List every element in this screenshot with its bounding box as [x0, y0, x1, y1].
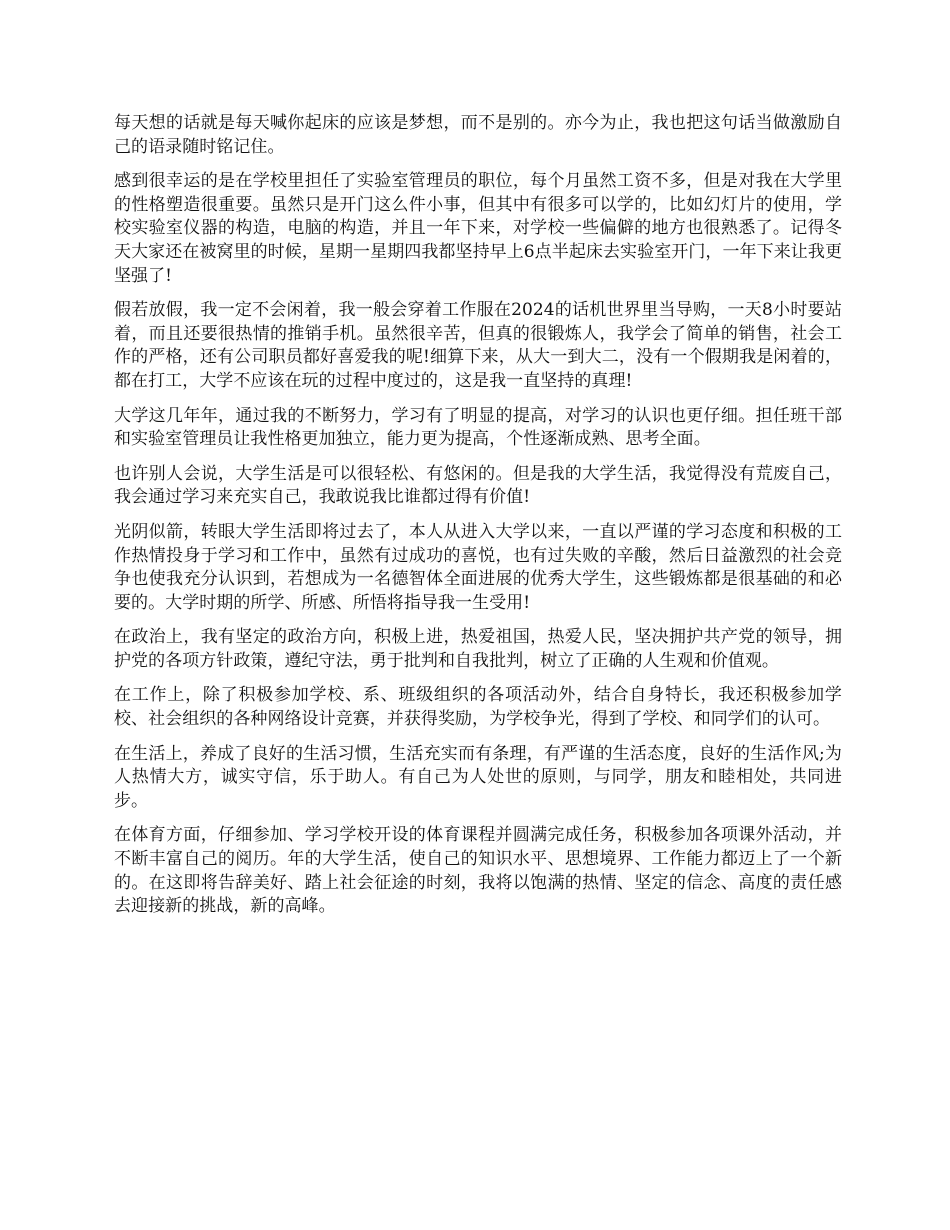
document-body: [114, 112, 842, 930]
paragraph-3: 假若放假，我一定不会闲着，我一般会穿着工作服在2024的话机世界里当导购，一天8小时要站着，而且还要很热情的推销手机。虽然很辛苦，但真的很锻炼人，我学会了简单的销售，社会工作的严格，还有公司职员都好喜爱我的呢!细算下来，从大一到大二，没有一个假期我是闲着的，都在打工，大学不应该在玩的过程中度过的，这是我一直坚持的真理!: [114, 300, 842, 391]
paragraph-4: 大学这几年年，通过我的不断努力，学习有了明显的提高，对学习的认识也更仔细。担任班干部和实验室管理员让我性格更加独立，能力更为提高，个性逐渐成熟、思考全面。: [114, 405, 842, 450]
paragraph-1: 每天想的话就是每天喊你起床的应该是梦想，而不是别的。亦今为止，我也把这句话当做激励自己的语录随时铭记住。: [114, 113, 842, 157]
paragraph-8: 在工作上，除了积极参加学校、系、班级组织的各项活动外，结合自身特长，我还积极参加学校、社会组织的各种网络设计竞赛，并获得奖励，为学校争光，得到了学校、和同学们的认可。: [114, 685, 842, 730]
paragraph-2: 感到很幸运的是在学校里担任了实验室管理员的职位，每个月虽然工资不多，但是对我在大学里的性格塑造很重要。虽然只是开门这么件小事，但其中有很多可以学的，比如幻灯片的使用，学校实验室仪器的构造，电脑的构造，并且一年下来，对学校一些偏僻的地方也很熟悉了。记得冬天大家还在被窝里的时候，星期一星期四我都坚持早上6点半起床去实验室开门，一年下来让我更坚强了!: [114, 171, 842, 286]
paragraph-9: 在生活上，养成了良好的生活习惯，生活充实而有条理，有严谨的生活态度，良好的生活作风;为人热情大方，诚实守信，乐于助人。有自己为人处世的原则，与同学，朋友和睦相处，共同进步。: [114, 743, 842, 811]
paragraph-7: 在政治上，我有坚定的政治方向，积极上进，热爱祖国，热爱人民，坚决拥护共产党的领导，拥护党的各项方针政策，遵纪守法，勇于批判和自我批判，树立了正确的人生观和价值观。: [114, 627, 842, 671]
paragraph-5: 也许别人会说，大学生活是可以很轻松、有悠闲的。但是我的大学生活，我觉得没有荒废自己，我会通过学习来充实自己，我敢说我比谁都过得有价值!: [114, 463, 842, 508]
paragraph-6: 光阴似箭，转眼大学生活即将过去了，本人从进入大学以来，一直以严谨的学习态度和积极的工作热情投身于学习和工作中，虽然有过成功的喜悦，也有过失败的辛酸，然后日益激烈的社会竞争也使我充分认识到，若想成为一名德智体全面进展的优秀大学生，这些锻炼都是很基础的和必要的。大学时期的所学、所感、所悟将指导我一生受用!: [114, 521, 842, 613]
paragraph-10: 在体育方面，仔细参加、学习学校开设的体育课程并圆满完成任务，积极参加各项课外活动，并不断丰富自己的阅历。年的大学生活，使自己的知识水平、思想境界、工作能力都迈上了一个新的。在这即将告辞美好、踏上社会征途的时刻，我将以饱满的热情、坚定的信念、高度的责任感去迎接新的挑战，新的高峰。: [114, 825, 842, 917]
